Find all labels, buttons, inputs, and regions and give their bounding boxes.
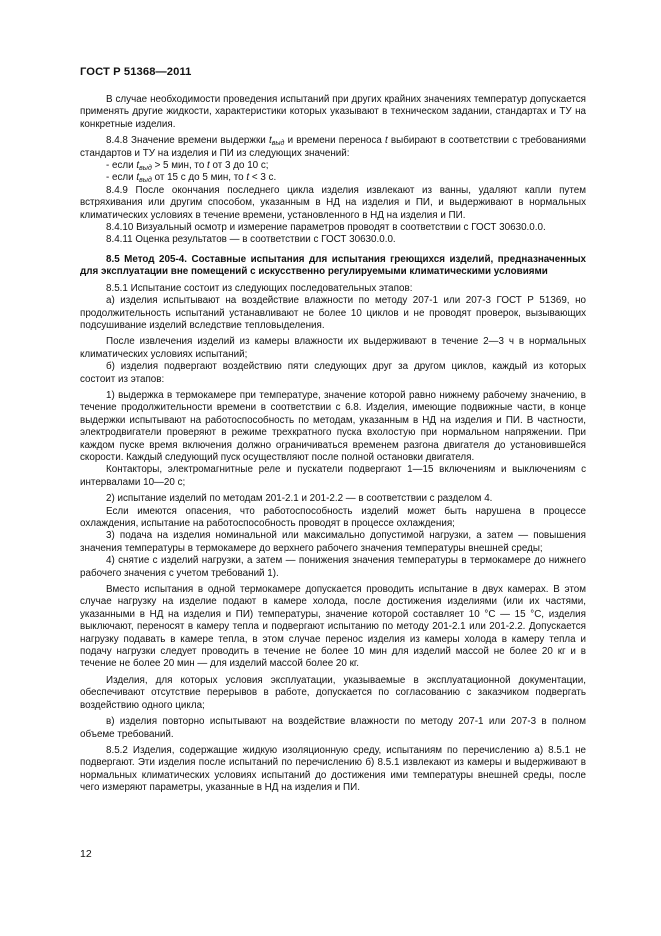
paragraph-8-4-10: 8.4.10 Визуальный осмотр и измерение параметров проводят в соответствии с ГОСТ 30630.0.0. — [106, 222, 546, 234]
list-item: - если $t_{выд}$ от 15 с до 5 мин, то t < 3 с. — [106, 172, 277, 185]
section-heading-8-5: 8.5 Метод 205-4. Составные испытания для испытания греющихся изделий, предназначенных для эксплуатации вне помещений с искусственно регулируемыми климатическими условиями — [80, 253, 586, 278]
paragraph: После извлечения изделий из камеры влажности их выдерживают в течение 2—3 ч в нормальных климатических условиях испытаний; — [80, 336, 586, 360]
document-header: ГОСТ Р 51368—2011 — [80, 66, 192, 78]
list-item: - если $t_{выд} > 5$ мин, то t от 3 до 10 с; — [106, 160, 269, 173]
paragraph: Контакторы, электромагнитные реле и пускатели подвергают 1—15 включениям и выключениям с интервалами 10—20 с; — [80, 464, 586, 488]
list-item-4: 4) снятие с изделий нагрузки, а затем — понижения значения температуры в термокамере до нижнего рабочего значения с учетом требований 1). — [80, 555, 586, 579]
page-number: 12 — [80, 848, 92, 860]
paragraph: Изделия, для которых условия эксплуатации, указываемые в эксплуатационной документации, обеспечивают отсутствие перерывов в работе, допускается по согласованию с заказчиком подвергать воздействию одного цикла; — [80, 674, 586, 711]
paragraph-8-4-9: 8.4.9 После окончания последнего цикла изделия извлекают из ванны, удаляют капли путем встряхивания или другим способом, указанным в НД на изделия и ПИ, и выдерживают в нормальных климатических условиях в течение времени, установленного в НД на изделия и ПИ. — [80, 184, 586, 221]
list-item-2: 2) испытание изделий по методам 201-2.1 и 201-2.2 — в соответствии с разделом 4. — [106, 493, 493, 505]
document-body — [80, 94, 586, 795]
list-item-v: в) изделия повторно испытывают на воздействие влажности по методу 207-1 или 207-3 в полном объеме требований. — [80, 716, 586, 740]
list-item-b: б) изделия подвергают воздействию пяти следующих друг за другом циклов, каждый из которых состоит из этапов: — [80, 361, 586, 385]
paragraph: Если имеются опасения, что работоспособность изделий может быть нарушена в процессе охлаждения, испытание на работоспособность проводят в процессе охлаждения; — [80, 505, 586, 529]
paragraph: Вместо испытания в одной термокамере допускается проводить испытание в двух камерах. В этом случае нагрузку на изделие подают в камере холода, после достижения изделиями (или их частями, указанными в НД на изделия и ПИ) температуры, значение которой составляет 10 °С — 15 °С, изделия выключают, переносят в камеру тепла и подвергают испытанию по методу 201-2.1 или 201-2.2. Допускается нагрузку подавать в камере тепла, в этом случае перенос изделия из камеры холода в камеру тепла и подачу нагрузки следует проводить в течение не более 10 мин для изделий массой не более 20 кг и в течение не более 20 мин — для изделий массой более 20 кг. — [80, 584, 586, 670]
list-item-3: 3) подача на изделия номинальной или максимально допустимой нагрузки, а затем — повышения значения температуры в термокамере до верхнего рабочего значения температуры внешней среды; — [80, 530, 586, 554]
paragraph: В случае необходимости проведения испытаний при других крайних значениях температур допускается применять другие жидкости, характеристики которых указывают в техническом задании, стандартах и ТУ на конкретные изделия. — [80, 94, 586, 130]
paragraph-8-4-11: 8.4.11 Оценка результатов — в соответствии с ГОСТ 30630.0.0. — [106, 234, 396, 246]
list-item-a: а) изделия испытывают на воздействие влажности по методу 207-1 или 207-3 ГОСТ Р 51369, но продолжительность испытаний устанавливают не более 10 циклов и не проводят проверок, вызывающих подсушивание изделий вследствие тепловыделения. — [80, 295, 586, 331]
paragraph-8-4-8: 8.4.8 Значение времени выдержки $t_{выд}$ и времени переноса t выбирают в соответствии с требованиями стандартов и ТУ на изделия и ПИ из следующих значений: — [80, 135, 586, 159]
paragraph-8-5-2: 8.5.2 Изделия, содержащие жидкую изоляционную среду, испытаниям по перечислению а) 8.5.1 не подвергают. Эти изделия после испытаний по перечислению б) 8.5.1 извлекают из камеры и выдерживают в нормальных климатических условиях испытаний до достижения ими температуры внешней среды, после чего измеряют параметры, указанные в НД на изделия и ПИ. — [80, 744, 586, 794]
list-item-1: 1) выдержка в термокамере при температуре, значение которой равно нижнему рабочему значению, в течение продолжительности времени в соответствии с 6.8. Изделия, имеющие подвижные части, в конце выдержки испытывают на работоспособность по методам, указанным в НД на изделия и ПИ. В частности, электродвигатели проверяют в режиме трехкратного пуска вхолостую при нормальном напряжении. При каждом пуске время включения должно ограничиваться временем разгона двигателя до установившейся скорости. Каждый следующий пуск осуществляют после полной остановки двигателя. — [80, 389, 586, 463]
paragraph-8-5-1: 8.5.1 Испытание состоит из следующих последовательных этапов: — [106, 282, 413, 294]
